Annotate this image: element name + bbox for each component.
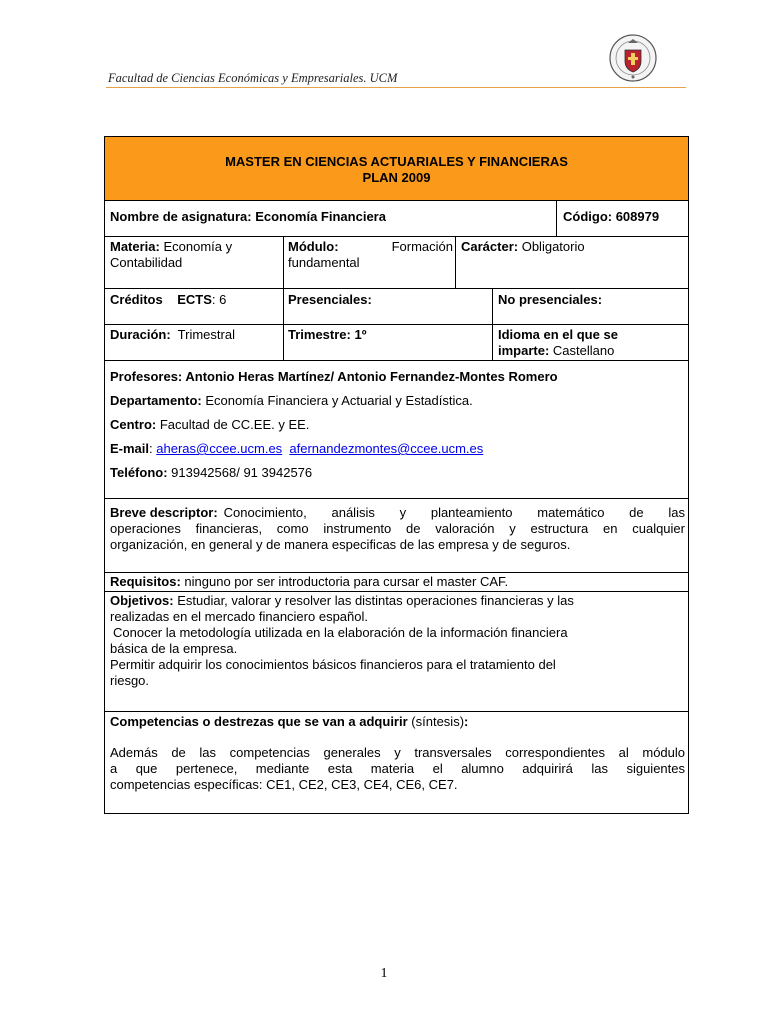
competencias-colon: : [464, 714, 469, 729]
email: E-mail: aheras@ccee.ucm.es afernandezmontes@ccee.ucm.es [110, 441, 484, 456]
requisitos-text [110, 574, 508, 590]
subject-row [104, 200, 689, 237]
creditos-cell [110, 292, 226, 308]
requisitos-value: ninguno por ser introductoria para cursar el master CAF. [184, 574, 509, 589]
materia-row [104, 236, 689, 289]
telefono [110, 465, 312, 481]
trimestre-label: Trimestre: 1º [288, 327, 367, 342]
subject-code: Código: 608979 [563, 209, 660, 224]
modulo-value-1: Formación [391, 239, 453, 254]
ucm-seal-logo [608, 33, 658, 83]
ects-value: : 6 [211, 292, 227, 307]
centro-label: Centro: [110, 417, 157, 432]
telefono-value: 913942568/ 91 3942576 [171, 465, 313, 480]
objetivos-line-1: Estudiar, valorar y resolver las distintas operaciones financieras y las [177, 593, 574, 608]
faculty-header: Facultad de Ciencias Económicas y Empresariales. UCM [108, 71, 398, 85]
requisitos-block [104, 572, 689, 592]
duracion-row [104, 324, 689, 361]
competencias-text [110, 714, 685, 793]
caracter-value: Obligatorio [521, 239, 585, 254]
plan-year: PLAN 2009 [362, 170, 431, 185]
ects-label: ECTS [177, 292, 212, 307]
materia-value: Economía y Contabilidad [110, 239, 233, 270]
departamento [110, 393, 473, 409]
centro [110, 417, 309, 433]
caracter-cell [461, 239, 686, 255]
competencias-line-3: competencias específicas: CE1, CE2, CE3, CE4, CE6, CE7. [110, 777, 458, 792]
objetivos-block [104, 591, 689, 712]
descriptor-block [104, 498, 689, 573]
page-number: 1 [380, 966, 388, 981]
competencias-sintesis: (síntesis) [411, 714, 465, 729]
telefono-label: Teléfono: [110, 465, 168, 480]
header-divider [106, 87, 686, 88]
subject-name: Nombre de asignatura: Economía Financiera [110, 209, 386, 224]
competencias-block [104, 711, 689, 814]
email-label: E-mail [110, 441, 150, 456]
objetivos-text [110, 593, 685, 689]
email-link-2[interactable]: afernandezmontes@ccee.ucm.es [289, 441, 484, 456]
duracion-value: Trimestral [177, 327, 235, 342]
descriptor-text [110, 505, 685, 553]
departamento-value: Economía Financiera y Actuarial y Estadística. [205, 393, 473, 408]
info-block [104, 360, 689, 499]
modulo-value-2: fundamental [288, 255, 360, 270]
objetivos-label: Objetivos: [110, 593, 174, 608]
objetivos-line-3: Conocer la metodología utilizada en la elaboración de la información financiera [113, 625, 568, 640]
idioma-label-1: Idioma en el que se [498, 327, 618, 342]
duracion-cell [110, 327, 235, 343]
descriptor-line-2: operaciones financieras, como instrumento de valoración y estructura en cualquier [110, 521, 685, 536]
objetivos-line-6: riesgo. [110, 673, 150, 688]
objetivos-line-4: básica de la empresa. [110, 641, 238, 656]
modulo-cell [288, 239, 453, 271]
duracion-label: Duración: [110, 327, 171, 342]
program-title: MASTER EN CIENCIAS ACTUARIALES Y FINANCIERAS [225, 154, 568, 169]
materia-label: Materia: [110, 239, 160, 254]
modulo-label: Módulo: [288, 239, 339, 254]
caracter-label: Carácter: [461, 239, 519, 254]
creditos-row [104, 288, 689, 325]
competencias-label: Competencias o destrezas que se van a adquirir [110, 714, 408, 729]
departamento-label: Departamento: [110, 393, 202, 408]
objetivos-line-5: Permitir adquirir los conocimientos básicos financieros para el tratamiento del [110, 657, 556, 672]
objetivos-line-2: realizadas en el mercado financiero español. [110, 609, 368, 624]
program-title-box [104, 136, 689, 201]
idioma-cell [498, 327, 618, 359]
idioma-value: Castellano [552, 343, 615, 358]
competencias-line-2: a que pertenece, mediante esta materia el alumno adquirirá las siguientes [110, 761, 685, 776]
descriptor-label: Breve descriptor: [110, 505, 218, 520]
no-presenciales-label: No presenciales: [498, 292, 603, 307]
creditos-label: Créditos [110, 292, 163, 307]
centro-value: Facultad de CC.EE. y EE. [159, 417, 310, 432]
requisitos-label: Requisitos: [110, 574, 181, 589]
profesores: Profesores: Antonio Heras Martínez/ Antonio Fernandez-Montes Romero [110, 369, 558, 384]
presenciales-label: Presenciales: [288, 292, 372, 307]
descriptor-line-3: organización, en general y de manera especificas de las empresa y de seguros. [110, 537, 571, 552]
materia-cell [110, 239, 280, 271]
competencias-line-1: Además de las competencias generales y transversales correspondientes al módulo [110, 745, 685, 760]
idioma-label-2: imparte: [498, 343, 550, 358]
email-link-1[interactable]: aheras@ccee.ucm.es [156, 441, 283, 456]
descriptor-line-1: Conocimiento, análisis y planteamiento matemático de las [223, 505, 685, 520]
